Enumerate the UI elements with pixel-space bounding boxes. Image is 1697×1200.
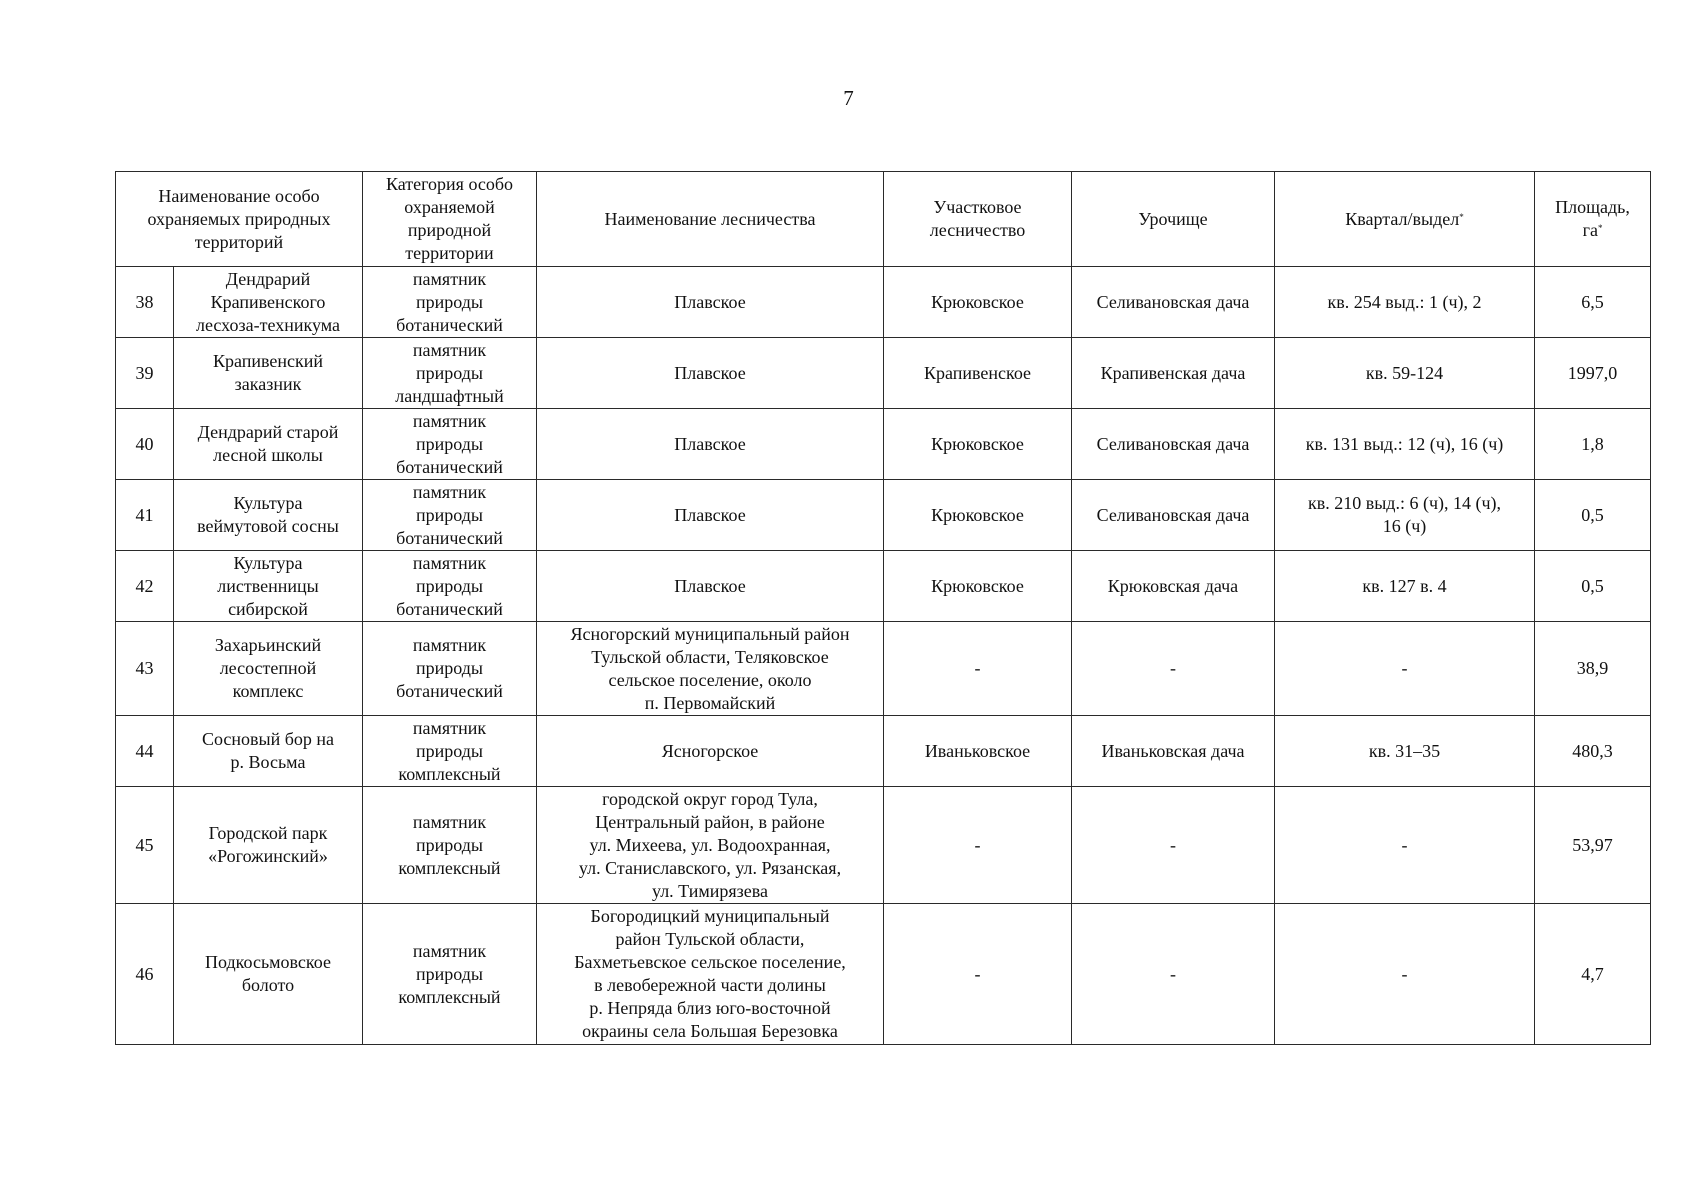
- quarter-value: кв. 127 в. 4: [1275, 551, 1535, 622]
- protected-areas-table: [115, 171, 1651, 1045]
- area-value: 0,5: [1535, 551, 1651, 622]
- footnote-mark: *: [1597, 223, 1603, 233]
- district-forestry: Крюковское: [884, 267, 1072, 338]
- quarter-value: кв. 131 выд.: 12 (ч), 16 (ч): [1275, 409, 1535, 480]
- quarter-value: кв. 210 выд.: 6 (ч), 14 (ч), 16 (ч): [1275, 480, 1535, 551]
- area-value: 1997,0: [1535, 338, 1651, 409]
- district-forestry: Крюковское: [884, 551, 1072, 622]
- district-forestry: Крюковское: [884, 409, 1072, 480]
- table-row: [116, 904, 1651, 1045]
- area-value: 53,97: [1535, 787, 1651, 904]
- area-value: 0,5: [1535, 480, 1651, 551]
- header-category: Категория особо охраняемой природной территории: [363, 172, 537, 267]
- header-row: [116, 172, 1651, 267]
- header-district-forestry: Участковое лесничество: [884, 172, 1072, 267]
- row-number: 46: [116, 904, 174, 1045]
- area-category: памятник природы ботанический: [363, 480, 537, 551]
- district-forestry: -: [884, 904, 1072, 1045]
- tract-name: -: [1072, 787, 1275, 904]
- tract-name: -: [1072, 904, 1275, 1045]
- page-number: 7: [843, 86, 854, 110]
- forestry-name: Плавское: [537, 551, 884, 622]
- row-number: 39: [116, 338, 174, 409]
- row-number: 43: [116, 622, 174, 716]
- forestry-name: Плавское: [537, 480, 884, 551]
- area-name: Крапивенский заказник: [174, 338, 363, 409]
- header-forestry: Наименование лесничества: [537, 172, 884, 267]
- table-row: [116, 787, 1651, 904]
- header-name: Наименование особо охраняемых природных территорий: [116, 172, 363, 267]
- table-header: [116, 172, 1651, 267]
- area-category: памятник природы комплексный: [363, 787, 537, 904]
- district-forestry: Крюковское: [884, 480, 1072, 551]
- tract-name: Крюковская дача: [1072, 551, 1275, 622]
- table-body: [116, 267, 1651, 1045]
- table-row: [116, 267, 1651, 338]
- quarter-value: -: [1275, 904, 1535, 1045]
- row-number: 44: [116, 716, 174, 787]
- footnote-mark: *: [1459, 211, 1464, 222]
- header-tract: Урочище: [1072, 172, 1275, 267]
- table-row: [116, 480, 1651, 551]
- area-value: 480,3: [1535, 716, 1651, 787]
- area-category: памятник природы ботанический: [363, 267, 537, 338]
- district-forestry: -: [884, 622, 1072, 716]
- area-category: памятник природы комплексный: [363, 716, 537, 787]
- forestry-name: Плавское: [537, 267, 884, 338]
- tract-name: Иваньковская дача: [1072, 716, 1275, 787]
- quarter-value: -: [1275, 622, 1535, 716]
- area-value: 38,9: [1535, 622, 1651, 716]
- district-forestry: -: [884, 787, 1072, 904]
- row-number: 40: [116, 409, 174, 480]
- table-row: [116, 338, 1651, 409]
- area-name: Культура лиственницы сибирской: [174, 551, 363, 622]
- quarter-value: кв. 254 выд.: 1 (ч), 2: [1275, 267, 1535, 338]
- row-number: 45: [116, 787, 174, 904]
- forestry-name: Богородицкий муниципальный район Тульской области, Бахметьевское сельское поселение, в левобережной части долины р. Непряда близ юго-восточной окраины села Большая Березовка: [537, 904, 884, 1045]
- area-category: памятник природы ландшафтный: [363, 338, 537, 409]
- row-number: 41: [116, 480, 174, 551]
- tract-name: Селивановская дача: [1072, 409, 1275, 480]
- area-name: Культура веймутовой сосны: [174, 480, 363, 551]
- forestry-name: Плавское: [537, 338, 884, 409]
- row-number: 38: [116, 267, 174, 338]
- forestry-name: городской округ город Тула, Центральный район, в районе ул. Михеева, ул. Водоохранная, ул. Станиславского, ул. Рязанская, ул. Тимирязева: [537, 787, 884, 904]
- area-name: Сосновый бор на р. Восьма: [174, 716, 363, 787]
- table-row: [116, 716, 1651, 787]
- area-value: 4,7: [1535, 904, 1651, 1045]
- area-category: памятник природы комплексный: [363, 904, 537, 1045]
- area-name: Дендрарий Крапивенского лесхоза-техникума: [174, 267, 363, 338]
- area-name: Захарьинский лесостепной комплекс: [174, 622, 363, 716]
- area-name: Подкосьмовское болото: [174, 904, 363, 1045]
- header-area: Площадь, га*: [1535, 172, 1651, 267]
- quarter-value: -: [1275, 787, 1535, 904]
- tract-name: Селивановская дача: [1072, 267, 1275, 338]
- area-category: памятник природы ботанический: [363, 409, 537, 480]
- area-category: памятник природы ботанический: [363, 622, 537, 716]
- district-forestry: Иваньковское: [884, 716, 1072, 787]
- area-value: 1,8: [1535, 409, 1651, 480]
- forestry-name: Ясногорский муниципальный район Тульской области, Теляковское сельское поселение, около п. Первомайский: [537, 622, 884, 716]
- area-category: памятник природы ботанический: [363, 551, 537, 622]
- forestry-name: Ясногорское: [537, 716, 884, 787]
- table-row: [116, 551, 1651, 622]
- row-number: 42: [116, 551, 174, 622]
- area-value: 6,5: [1535, 267, 1651, 338]
- tract-name: Селивановская дача: [1072, 480, 1275, 551]
- header-quarter: Квартал/выдел*: [1275, 172, 1535, 267]
- table-row: [116, 622, 1651, 716]
- district-forestry: Крапивенское: [884, 338, 1072, 409]
- tract-name: -: [1072, 622, 1275, 716]
- table-row: [116, 409, 1651, 480]
- area-name: Городской парк «Рогожинский»: [174, 787, 363, 904]
- quarter-value: кв. 59-124: [1275, 338, 1535, 409]
- area-name: Дендрарий старой лесной школы: [174, 409, 363, 480]
- quarter-value: кв. 31–35: [1275, 716, 1535, 787]
- tract-name: Крапивенская дача: [1072, 338, 1275, 409]
- forestry-name: Плавское: [537, 409, 884, 480]
